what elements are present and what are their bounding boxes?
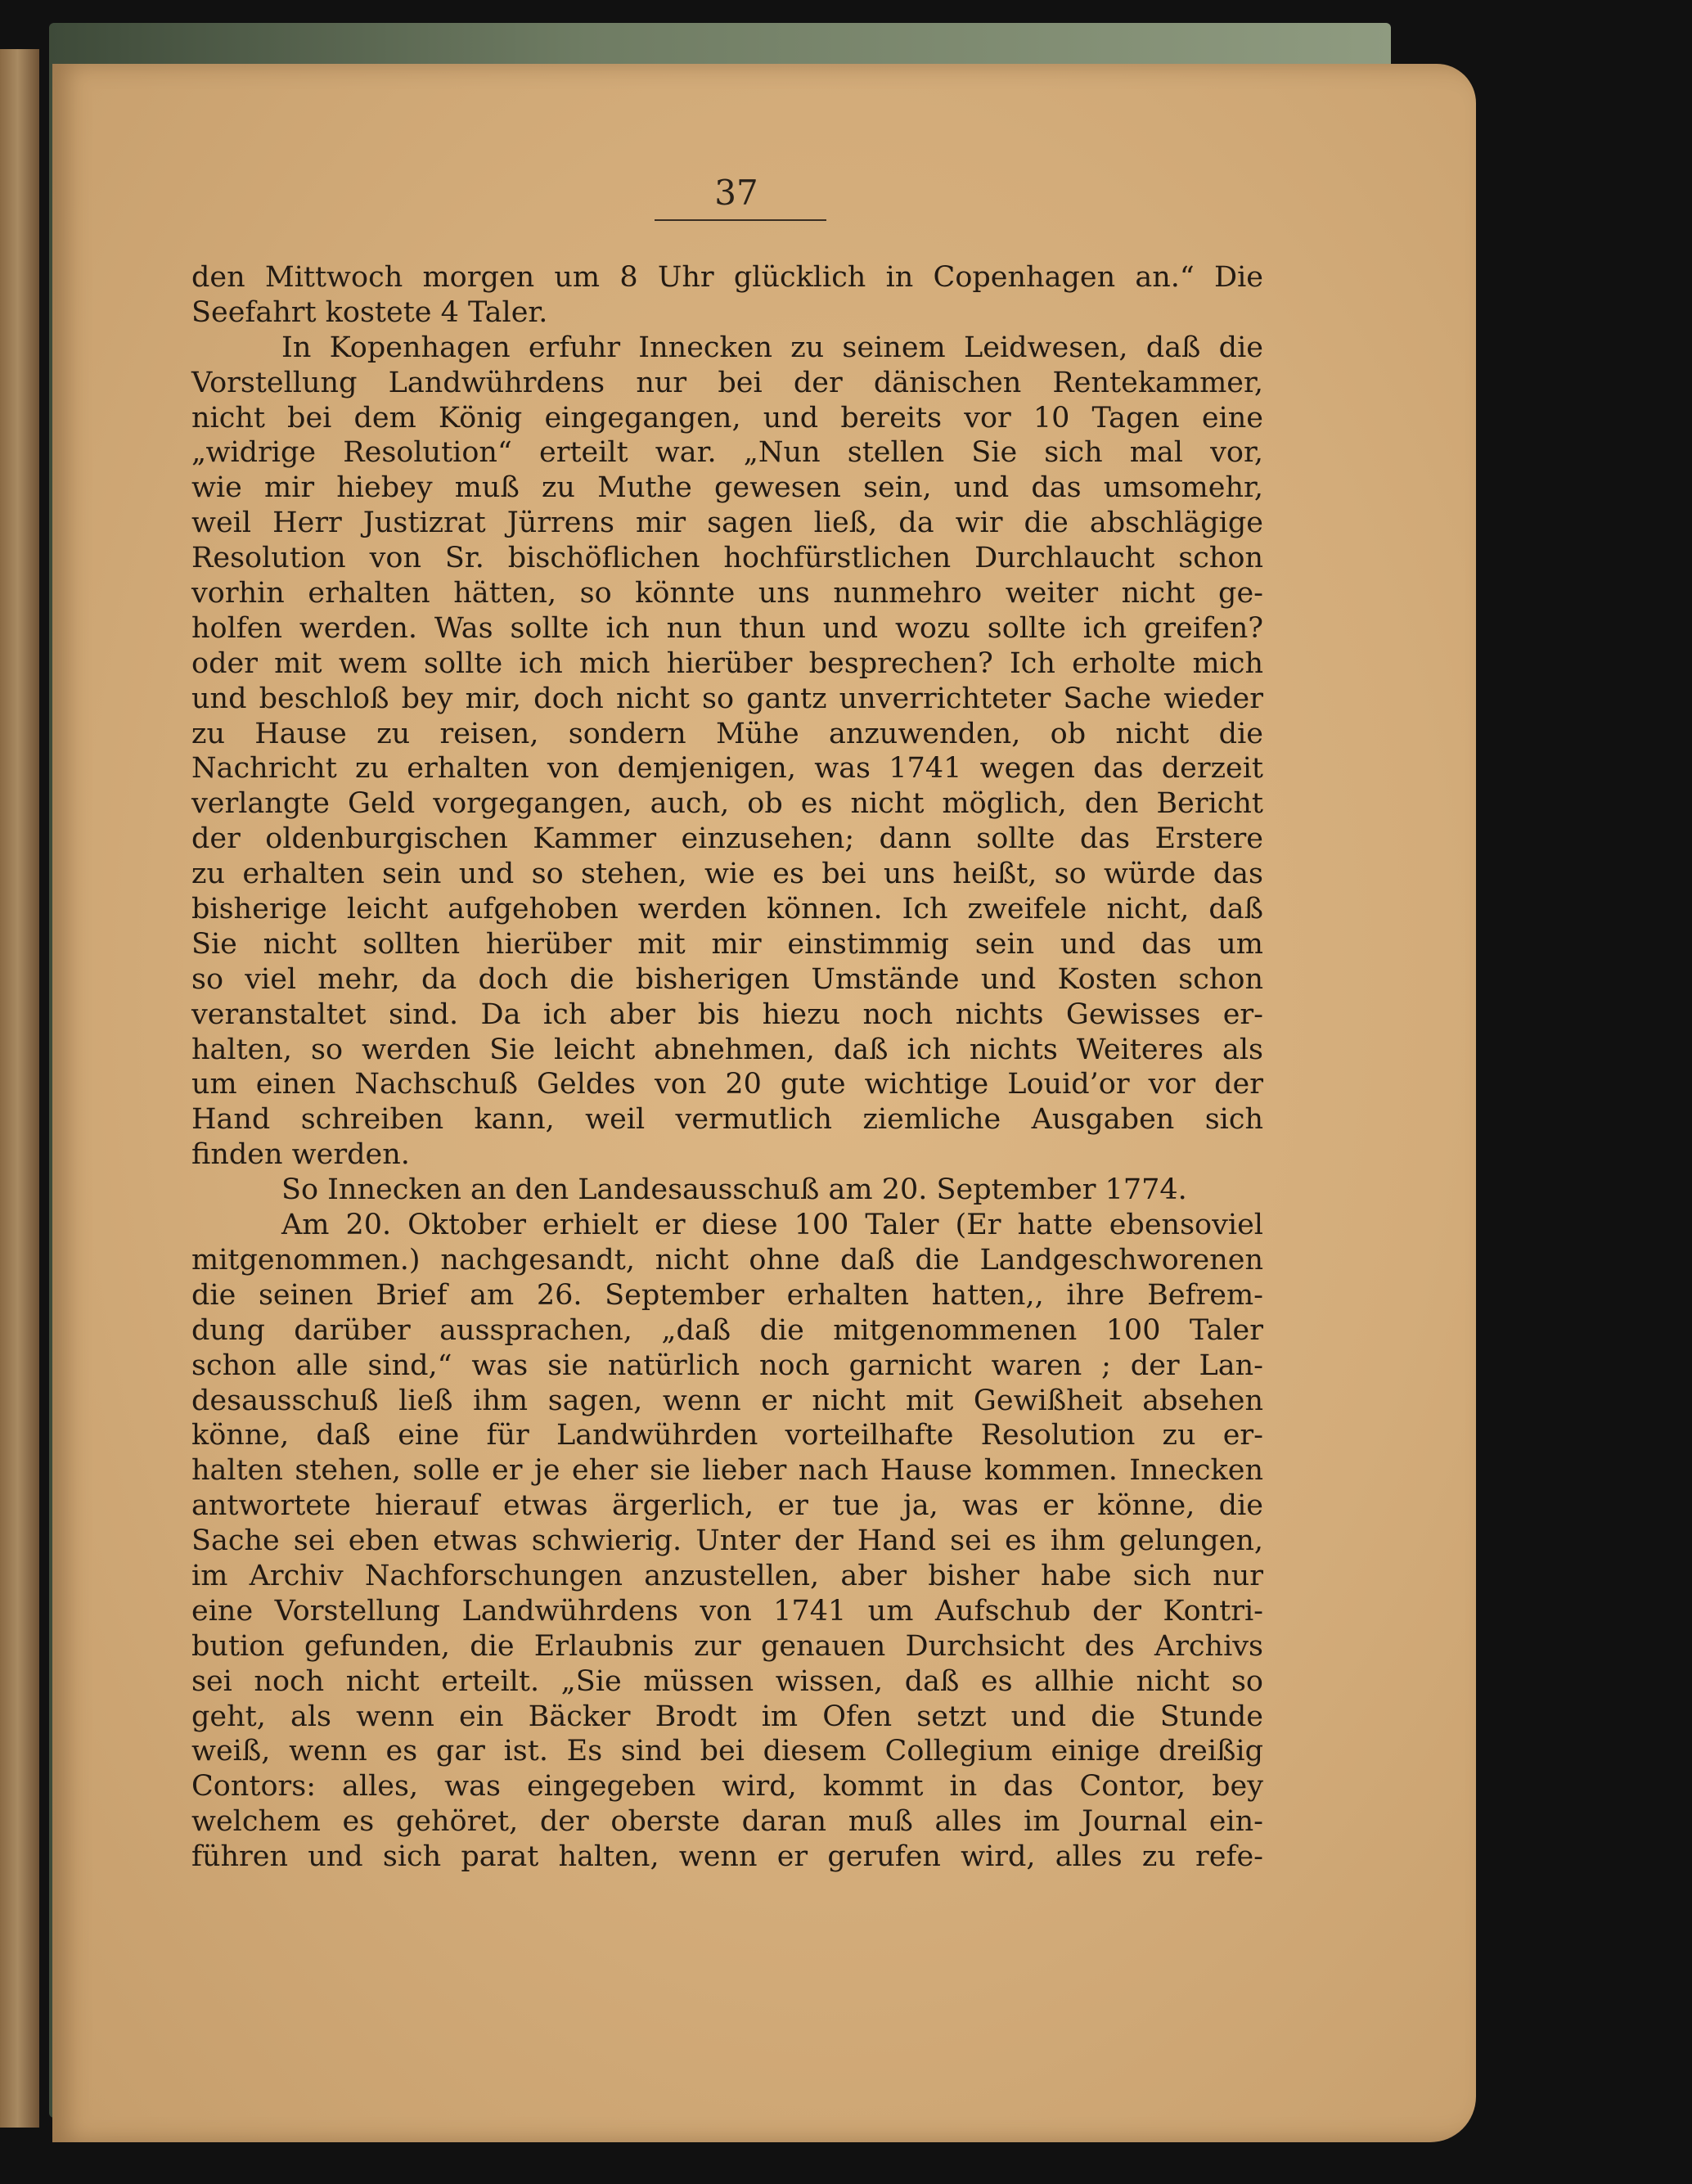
text-line: führen und sich parat halten, wenn er gerufen wird, alles zu refe- — [191, 1840, 1263, 1874]
text-line: holfen werden. Was sollte ich nun thun und wozu sollte ich greifen? — [191, 611, 1263, 645]
text-line: sei noch nicht erteilt. „Sie müssen wissen, daß es allhie nicht so — [191, 1664, 1263, 1698]
text-line: wie mir hiebey muß zu Muthe gewesen sein, und das umsomehr, — [191, 471, 1263, 505]
text-line: verlangte Geld vorgegangen, auch, ob es nicht möglich, den Bericht — [191, 787, 1263, 821]
text-line: dung darüber aussprachen, „daß die mitgenommenen 100 Taler — [191, 1313, 1263, 1347]
text-line: Nachricht zu erhalten von demjenigen, was 1741 wegen das derzeit — [191, 752, 1263, 786]
text-line: desausschuß ließ ihm sagen, wenn er nicht mit Gewißheit absehen — [191, 1384, 1263, 1417]
text-line: bisherige leicht aufgehoben werden können. Ich zweifele nicht, daß — [191, 893, 1263, 926]
text-line: halten, so werden Sie leicht abnehmen, daß ich nichts Weiteres als — [191, 1033, 1263, 1066]
text-line: In Kopenhagen erfuhr Innecken zu seinem Leidwesen, daß die — [281, 331, 1263, 364]
text-line: So Innecken an den Landesausschuß am 20. September 1774. — [281, 1173, 1187, 1207]
text-line: mitgenommen.) nachgesandt, nicht ohne daß die Landgeschworenen — [191, 1243, 1263, 1277]
text-line: und beschloß bey mir, doch nicht so gantz unverrichteter Sache wieder — [191, 682, 1263, 715]
text-line: Vorstellung Landwührdens nur bei der dänischen Rentekammer, — [191, 366, 1263, 399]
text-line: oder mit wem sollte ich mich hierüber besprechen? Ich erholte mich — [191, 646, 1263, 680]
text-line: antwortete hierauf etwas ärgerlich, er tue ja, was er könne, die — [191, 1489, 1263, 1523]
text-line: bution gefunden, die Erlaubnis zur genauen Durchsicht des Archivs — [191, 1629, 1263, 1663]
text-line: Resolution von Sr. bischöflichen hochfürstlichen Durchlaucht schon — [191, 542, 1263, 575]
text-line: Am 20. Oktober erhielt er diese 100 Taler (Er hatte ebensoviel — [281, 1209, 1263, 1242]
page-number: 37 — [714, 173, 758, 213]
text-line: um einen Nachschuß Geldes von 20 gute wichtige Louid’or vor der — [191, 1068, 1263, 1101]
text-line: nicht bei dem König eingegangen, und bereits vor 10 Tagen eine — [191, 401, 1263, 435]
text-line: eine Vorstellung Landwührdens von 1741 um Aufschub der Kontri- — [191, 1594, 1263, 1628]
text-line: Sache sei eben etwas schwierig. Unter der Hand sei es ihm gelungen, — [191, 1524, 1263, 1558]
left-page-edge — [0, 49, 39, 2128]
text-line: Contors: alles, was eingegeben wird, kommt in das Contor, bey — [191, 1770, 1263, 1803]
text-line: weiß, wenn es gar ist. Es sind bei diesem Collegium einige dreißig — [191, 1735, 1263, 1768]
page-text — [191, 260, 1263, 1875]
text-line: so viel mehr, da doch die bisherigen Umstände und Kosten schon — [191, 962, 1263, 996]
text-line: finden werden. — [191, 1138, 410, 1172]
text-line: im Archiv Nachforschungen anzustellen, aber bisher habe sich nur — [191, 1559, 1263, 1592]
text-line: halten stehen, solle er je eher sie lieber nach Hause kommen. Innecken — [191, 1454, 1263, 1488]
text-line: die seinen Brief am 26. September erhalten hatten,, ihre Befrem- — [191, 1278, 1263, 1312]
text-line: Sie nicht sollten hierüber mit mir einstimmig sein und das um — [191, 927, 1263, 961]
text-line: vorhin erhalten hätten, so könnte uns nunmehro weiter nicht ge- — [191, 577, 1263, 610]
text-line: geht, als wenn ein Bäcker Brodt im Ofen setzt und die Stunde — [191, 1700, 1263, 1733]
text-line: der oldenburgischen Kammer einzusehen; dann sollte das Erstere — [191, 822, 1263, 856]
text-line: zu Hause zu reisen, sondern Mühe anzuwenden, ob nicht die — [191, 717, 1263, 750]
page-number-rule — [655, 219, 826, 221]
text-line: könne, daß eine für Landwührden vorteilhafte Resolution zu er- — [191, 1419, 1263, 1452]
text-line: weil Herr Justizrat Jürrens mir sagen ließ, da wir die abschlägige — [191, 507, 1263, 540]
text-line: zu erhalten sein und so stehen, wie es bei uns heißt, so würde das — [191, 858, 1263, 891]
text-line: Seefahrt kostete 4 Taler. — [191, 295, 548, 329]
text-line: Hand schreiben kann, weil vermutlich ziemliche Ausgaben sich — [191, 1103, 1263, 1137]
text-line: „widrige Resolution“ erteilt war. „Nun stellen Sie sich mal vor, — [191, 436, 1263, 470]
text-line: veranstaltet sind. Da ich aber bis hiezu noch nichts Gewisses er- — [191, 997, 1263, 1031]
text-line: welchem es gehöret, der oberste daran muß alles im Journal ein- — [191, 1805, 1263, 1839]
text-line: schon alle sind,“ was sie natürlich noch garnicht waren ; der Lan- — [191, 1349, 1263, 1382]
text-line: den Mittwoch morgen um 8 Uhr glücklich in Copenhagen an.“ Die — [191, 261, 1263, 294]
